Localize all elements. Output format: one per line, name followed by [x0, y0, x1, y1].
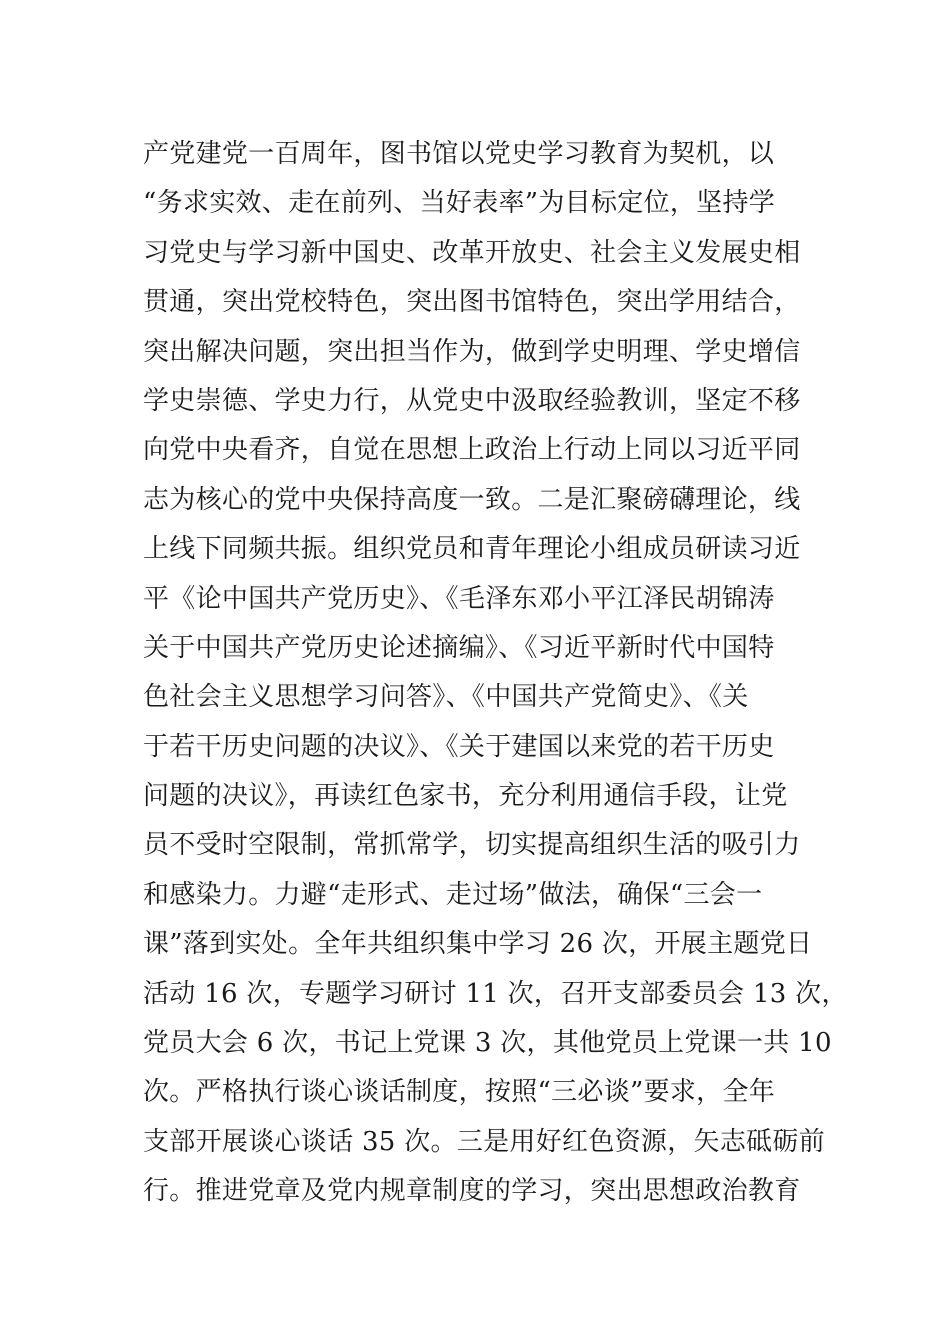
- text-line: 习党史与学习新中国史、改革开放史、社会主义发展史相: [143, 237, 801, 268]
- text-line: 色社会主义思想学习问答》、《中国共产党简史》、《关: [143, 682, 749, 713]
- text-line: 向党中央看齐，自觉在思想上政治上行动上同以习近平同: [143, 435, 801, 466]
- text-line: 行。推进党章及党内规章制度的学习，突出思想政治教育: [143, 1176, 801, 1207]
- text-line: 上线下同频共振。组织党员和青年理论小组成员研读习近: [143, 534, 801, 565]
- body-text: [143, 130, 848, 1217]
- text-line: 活动 16 次，专题学习研讨 11 次，召开支部委员会 13 次，: [143, 978, 848, 1009]
- text-line: 产党建党一百周年，图书馆以党史学习教育为契机，以: [143, 139, 775, 169]
- text-line: 学史崇德、学史力行，从党史中汲取经验教训，坚定不移: [143, 385, 801, 416]
- text-line: 党员大会 6 次，书记上党课 3 次，其他党员上党课一共 10: [143, 1028, 832, 1059]
- text-line: 支部开展谈心谈话 35 次。三是用好红色资源，矢志砥砺前: [143, 1126, 826, 1157]
- text-line: 问题的决议》，再读红色家书，充分利用通信手段，让党: [143, 781, 788, 812]
- text-line: 平《论中国共产党历史》、《毛泽东邓小平江泽民胡锦涛: [143, 583, 775, 614]
- text-line: 于若干历史问题的决议》、《关于建国以来党的若干历史: [143, 731, 775, 762]
- text-line: 贯通，突出党校特色，突出图书馆特色，突出学用结合，: [143, 287, 801, 318]
- text-line: 突出解决问题，突出担当作为，做到学史明理、学史增信: [143, 336, 801, 367]
- text-line: 次。严格执行谈心谈话制度，按照“三必谈”要求，全年: [143, 1077, 776, 1108]
- text-line: 关于中国共产党历史论述摘编》、《习近平新时代中国特: [143, 632, 775, 663]
- text-line: 和感染力。力避“走形式、走过场”做法，确保“三会一: [143, 879, 763, 910]
- text-line: “务求实效、走在前列、当好表率”为目标定位，坚持学: [143, 188, 776, 219]
- text-line: 员不受时空限制，常抓常学，切实提高组织生活的吸引力: [143, 830, 801, 861]
- text-line: 课”落到实处。全年共组织集中学习 26 次，开展主题党日: [143, 929, 813, 960]
- text-line: 志为核心的党中央保持高度一致。二是汇聚磅礴理论，线: [143, 484, 801, 515]
